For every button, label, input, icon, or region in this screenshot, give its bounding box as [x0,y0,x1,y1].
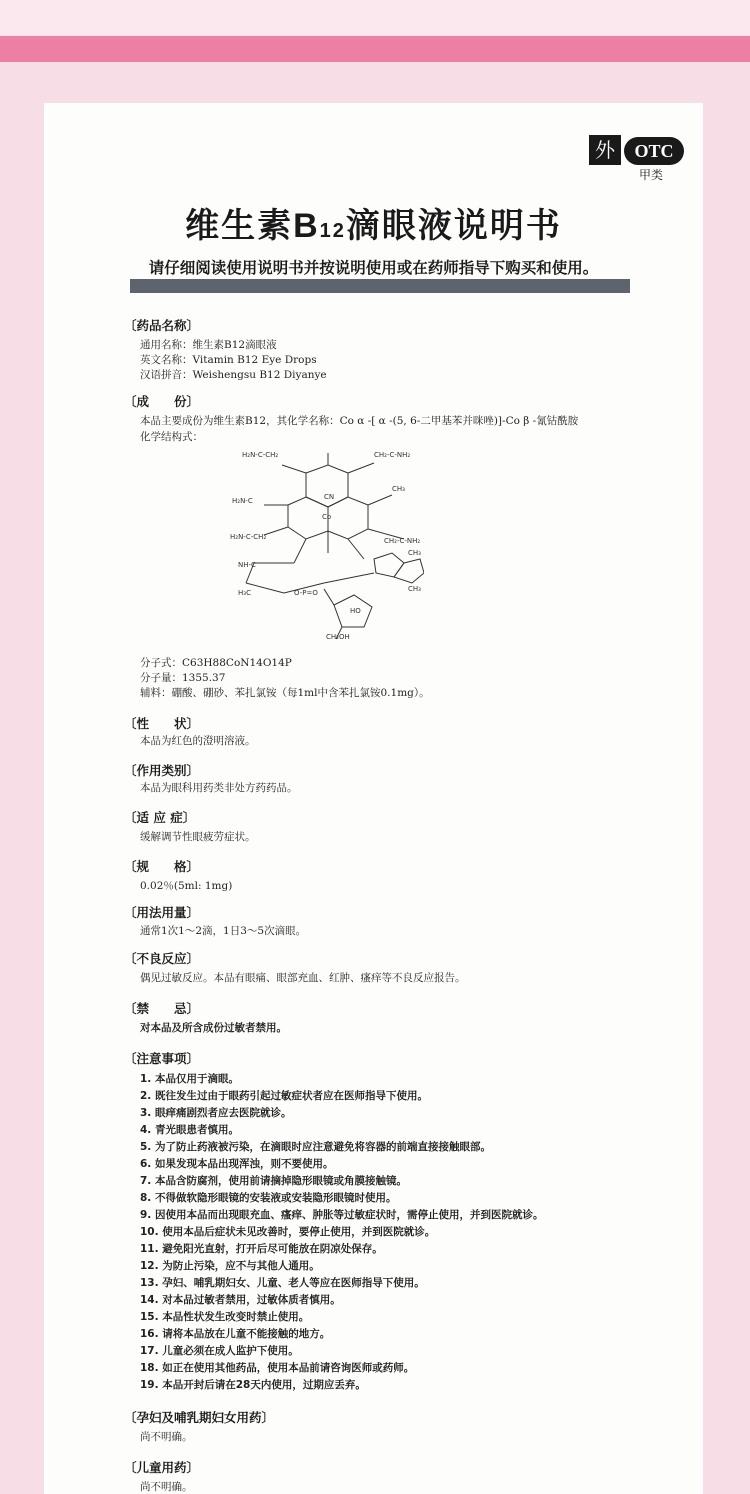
svg-text:CH₃: CH₃ [408,549,421,557]
precaution-item: 11. 避免阳光直射，打开后尽可能放在阴凉处保存。 [140,1243,383,1255]
molecular-weight: 分子量：1355.37 [140,672,226,684]
svg-text:CH₂OH: CH₂OH [326,633,350,641]
section-precautions-header: 〔注意事项〕 [124,1051,200,1066]
svg-text:CH₂-C-NH₂: CH₂-C-NH₂ [374,451,411,459]
section-contra-header: 〔禁 忌〕 [124,1001,200,1016]
chemical-name: 本品主要成份为维生素B12，其化学名称：Co α -[ α -(5, 6-二甲基苯并咪唑)]-Co β -氰钴酰胺 [140,415,579,427]
precaution-item: 18. 如正在使用其他药品，使用本品前请咨询医师或药师。 [140,1362,415,1374]
precaution-item: 6. 如果发现本品出现浑浊，则不要使用。 [140,1158,334,1170]
pinyin-name: 汉语拼音：Weishengsu B12 Diyanye [140,369,327,381]
chemical-structure-diagram [224,443,424,641]
top-band [0,0,750,36]
precaution-item: 15. 本品性状发生改变时禁止使用。 [140,1311,310,1323]
title-suffix: 滴眼液说明书 [345,206,562,246]
svg-text:H₃C: H₃C [238,589,251,597]
svg-text:H₂N-C-CH₂: H₂N-C-CH₂ [230,533,267,541]
pregnancy-text: 尚不明确。 [140,1431,193,1443]
molecular-formula: 分子式：C63H88CoN14O14P [140,657,292,669]
precaution-item: 16. 请将本品放在儿童不能接触的地方。 [140,1328,331,1340]
generic-name: 通用名称：维生素B12滴眼液 [140,339,277,351]
precaution-item: 9. 因使用本品而出现眼充血、瘙痒、肿胀等过敏症状时，需停止使用，并到医院就诊。 [140,1209,544,1221]
section-usage-header: 〔用法用量〕 [124,905,200,920]
title-sub: 12 [319,220,346,242]
section-indication-header: 〔适 应 症〕 [124,810,196,825]
svg-text:CH₂-C-NH₂: CH₂-C-NH₂ [384,537,421,545]
precaution-item: 12. 为防止污染，应不与其他人通用。 [140,1260,320,1272]
indication-text: 缓解调节性眼疲劳症状。 [140,831,256,843]
appearance-text: 本品为红色的澄明溶液。 [140,735,256,747]
excipients: 辅料：硼酸、硼砂、苯扎氯铵（每1ml中含苯扎氯铵0.1mg）。 [140,687,430,699]
page-title [44,198,703,247]
precaution-item: 7. 本品含防腐剂，使用前请摘掉隐形眼镜或角膜接触镜。 [140,1175,407,1187]
structure-label: 化学结构式： [140,431,203,443]
svg-text:H₂N-C-CH₂: H₂N-C-CH₂ [242,451,279,459]
section-name-header: 〔药品名称〕 [124,318,200,333]
external-use-mark: 外 [589,135,621,165]
precaution-item: 2. 既往发生过由于眼药引起过敏症状者应在医师指导下使用。 [140,1090,428,1102]
section-composition-header: 〔成 份〕 [124,394,200,409]
svg-text:NH-C: NH-C [238,561,256,569]
precaution-item: 10. 使用本品后症状未见改善时，要停止使用，并到医院就诊。 [140,1226,436,1238]
english-name: 英文名称：Vitamin B12 Eye Drops [140,354,317,366]
spec-text: 0.02％(5ml: 1mg) [140,880,233,892]
usage-warning: 请仔细阅读使用说明书并按说明使用或在药师指导下购买和使用。 [148,259,599,277]
svg-text:Co: Co [322,513,332,521]
section-adverse-header: 〔不良反应〕 [124,951,200,966]
children-text: 尚不明确。 [140,1481,193,1493]
contra-text: 对本品及所含成份过敏者禁用。 [140,1022,287,1034]
leaflet-page [44,103,703,1494]
category-text: 本品为眼科用药类非处方药药品。 [140,782,298,794]
precaution-item: 13. 孕妇、哺乳期妇女、儿童、老人等应在医师指导下使用。 [140,1277,425,1289]
precaution-item: 8. 不得做软隐形眼镜的安装液或安装隐形眼镜时使用。 [140,1192,397,1204]
precaution-item: 19. 本品开封后请在28天内使用，过期应丢弃。 [140,1379,366,1391]
precaution-item: 1. 本品仅用于滴眼。 [140,1073,239,1085]
precaution-item: 17. 儿童必须在成人监护下使用。 [140,1345,299,1357]
section-appearance-header: 〔性 状〕 [124,716,200,731]
svg-text:H₂N-C: H₂N-C [232,497,253,505]
header-divider [130,279,630,293]
precaution-item: 5. 为了防止药液被污染，在滴眼时应注意避免将容器的前端直接接触眼部。 [140,1141,491,1153]
title-prefix: 维生素 [185,206,294,246]
svg-text:CH₃: CH₃ [408,585,421,593]
section-children-header: 〔儿童用药〕 [124,1460,200,1475]
precaution-item: 3. 眼痒痛剧烈者应去医院就诊。 [140,1107,292,1119]
pink-stripe [0,36,750,62]
svg-text:HO: HO [350,607,361,615]
adverse-text: 偶见过敏反应。本品有眼痛、眼部充血、红肿、瘙痒等不良反应报告。 [140,972,466,984]
title-b: B [293,207,320,245]
usage-text: 通常1次1～2滴，1日3～5次滴眼。 [140,925,307,937]
svg-text:CN: CN [324,493,335,501]
otc-logo: OTC [624,137,684,165]
section-category-header: 〔作用类别〕 [124,763,200,778]
precaution-item: 4. 青光眼患者慎用。 [140,1124,239,1136]
section-pregnancy-header: 〔孕妇及哺乳期妇女用药〕 [124,1410,275,1425]
svg-text:O-P=O: O-P=O [294,589,318,597]
section-spec-header: 〔规 格〕 [124,859,200,874]
svg-text:CH₃: CH₃ [392,485,405,493]
precaution-item: 14. 对本品过敏者禁用，过敏体质者慎用。 [140,1294,341,1306]
otc-category: 甲类 [639,168,664,182]
